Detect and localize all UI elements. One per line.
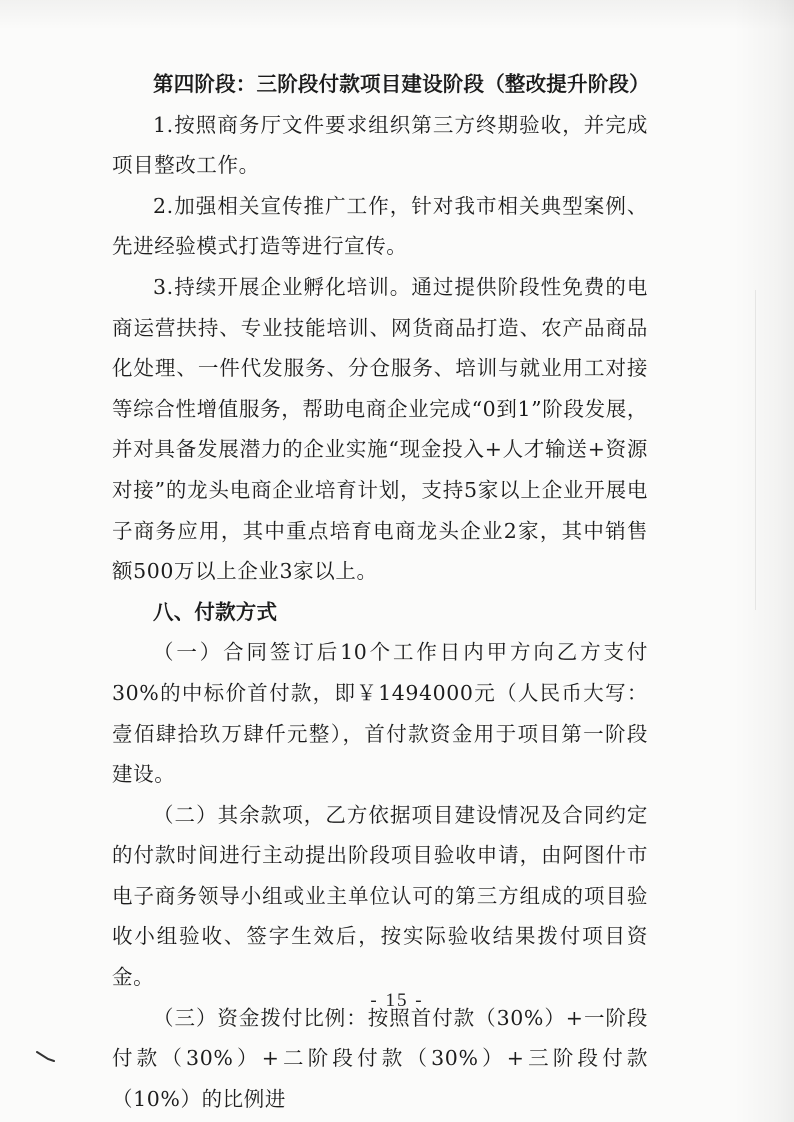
paragraph-item-3: 3.持续开展企业孵化培训。通过提供阶段性免费的电商运营扶持、专业技能培训、网货商品打造、农产品商品化处理、一件代发服务、分仓服务、培训与就业用工对接等综合性增值服务，帮助电商企业完成“0到1”阶段发展，并对具备发展潜力的企业实施“现金投入+人才输送+资源对接”的龙头电商企业培育计划，支持5家以上企业开展电子商务应用，其中重点培育电商龙头企业2家，其中销售额500万以上企业3家以上。 bbox=[112, 274, 648, 584]
scan-shadow-top bbox=[0, 0, 794, 30]
payment-clause-2: （二）其余款项，乙方依据项目建设情况及合同约定的付款时间进行主动提出阶段项目验收申请，由阿图什市电子商务领导小组或业主单位认可的第三方组成的项目验收小组验收、签字生效后，按实际验收结果拨付项目资金。 bbox=[112, 802, 648, 990]
scan-crease-line bbox=[755, 290, 756, 610]
page-number: - 15 - bbox=[370, 990, 424, 1011]
scan-shadow-right bbox=[734, 0, 794, 1122]
payment-clause-3: （三）资金拨付比例：按照首付款（30%）+一阶段付款（30%）+二阶段付款（30%）+三阶段付款（10%）的比例进 bbox=[112, 1005, 648, 1111]
paragraph-item-2: 2.加强相关宣传推广工作，针对我市相关典型案例、先进经验模式打造等进行宣传。 bbox=[112, 193, 648, 259]
section-heading-payment: 八、付款方式 bbox=[153, 599, 278, 624]
scan-artifact-mark bbox=[36, 1050, 56, 1062]
payment-clause-1: （一）合同签订后10个工作日内甲方向乙方支付30%的中标价首付款，即￥1494000元（人民币大写：壹佰肆拾玖万肆仟元整），首付款资金用于项目第一阶段建设。 bbox=[112, 640, 648, 787]
paragraph-item-1: 1.按照商务厅文件要求组织第三方终期验收，并完成项目整改工作。 bbox=[112, 112, 648, 178]
stage-four-heading: 第四阶段：三阶段付款项目建设阶段（整改提升阶段） bbox=[153, 72, 650, 96]
document-body bbox=[112, 64, 648, 1119]
